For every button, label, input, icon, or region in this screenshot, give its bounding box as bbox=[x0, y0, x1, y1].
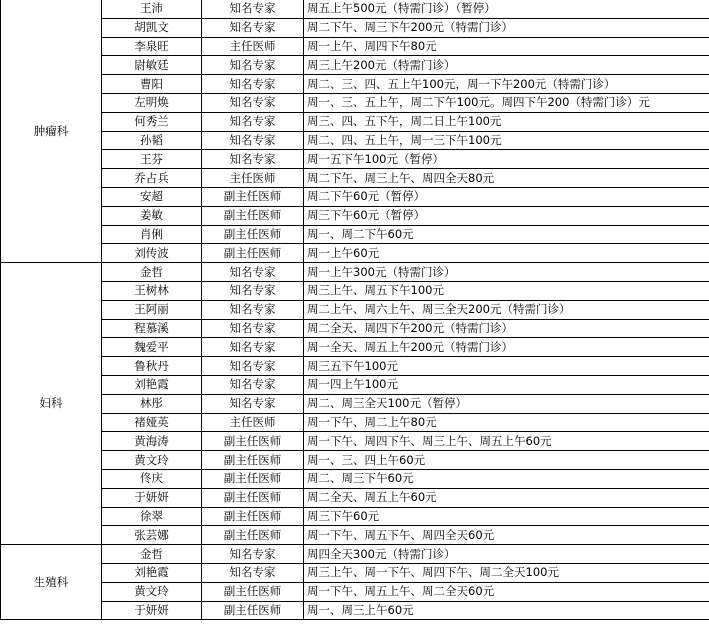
doctor-title-cell: 知名专家 bbox=[202, 131, 304, 150]
doctor-name-cell: 于妍妍 bbox=[102, 601, 202, 620]
doctor-title-cell: 主任医师 bbox=[202, 37, 304, 56]
doctor-title-cell: 副主任医师 bbox=[202, 582, 304, 601]
doctor-name-cell: 徐翠 bbox=[102, 507, 202, 526]
schedule-cell: 周二下午60元（暂停） bbox=[304, 187, 709, 206]
schedule-cell: 周一、周二下午60元 bbox=[304, 225, 709, 244]
doctor-title-cell: 副主任医师 bbox=[202, 225, 304, 244]
doctor-name-cell: 金哲 bbox=[102, 545, 202, 564]
doctor-name-cell: 魏爱平 bbox=[102, 338, 202, 357]
schedule-table-body bbox=[1, 0, 709, 620]
schedule-cell: 周二、三、四、五上午100元，周一下午200元（特需门诊） bbox=[304, 75, 709, 94]
table-row bbox=[1, 187, 709, 206]
schedule-cell: 周三下午60元 bbox=[304, 507, 709, 526]
schedule-cell: 周三上午200元（特需门诊） bbox=[304, 56, 709, 75]
table-row bbox=[1, 394, 709, 413]
doctor-title-cell: 副主任医师 bbox=[202, 432, 304, 451]
doctor-title-cell: 知名专家 bbox=[202, 563, 304, 582]
department-cell: 肿瘤科 bbox=[1, 0, 102, 263]
schedule-cell: 周二上午、周六上午、周三全天200元（特需门诊） bbox=[304, 300, 709, 319]
schedule-cell: 周一下午、周五上午、周二全天60元 bbox=[304, 582, 709, 601]
schedule-cell: 周二、周三下午60元 bbox=[304, 469, 709, 488]
doctor-title-cell: 知名专家 bbox=[202, 0, 304, 18]
table-row bbox=[1, 319, 709, 338]
doctor-name-cell: 王芬 bbox=[102, 150, 202, 169]
doctor-title-cell: 知名专家 bbox=[202, 18, 304, 37]
doctor-title-cell: 知名专家 bbox=[202, 112, 304, 131]
schedule-cell: 周三上午、周一下午、周四下午、周二全天100元 bbox=[304, 563, 709, 582]
table-row bbox=[1, 357, 709, 376]
schedule-cell: 周一五下午100元（暂停） bbox=[304, 150, 709, 169]
table-row bbox=[1, 244, 709, 263]
schedule-cell: 周五上午500元（特需门诊）（暂停） bbox=[304, 0, 709, 18]
doctor-title-cell: 副主任医师 bbox=[202, 187, 304, 206]
schedule-cell: 周一上午、周四下午80元 bbox=[304, 37, 709, 56]
doctor-title-cell: 主任医师 bbox=[202, 413, 304, 432]
table-row bbox=[1, 225, 709, 244]
schedule-cell: 周一上午300元（特需门诊） bbox=[304, 263, 709, 282]
schedule-cell: 周一上午60元 bbox=[304, 244, 709, 263]
table-row bbox=[1, 263, 709, 282]
doctor-name-cell: 胡凯文 bbox=[102, 18, 202, 37]
doctor-title-cell: 知名专家 bbox=[202, 93, 304, 112]
doctor-name-cell: 程慕溪 bbox=[102, 319, 202, 338]
doctor-name-cell: 褚娅英 bbox=[102, 413, 202, 432]
schedule-cell: 周二、周三全天100元（暂停） bbox=[304, 394, 709, 413]
department-cell: 妇科 bbox=[1, 263, 102, 545]
schedule-cell: 周三五下午100元 bbox=[304, 357, 709, 376]
schedule-cell: 周二全天、周五上午60元 bbox=[304, 488, 709, 507]
doctor-name-cell: 佟庆 bbox=[102, 469, 202, 488]
table-row bbox=[1, 432, 709, 451]
table-row bbox=[1, 300, 709, 319]
doctor-name-cell: 左明焕 bbox=[102, 93, 202, 112]
doctor-name-cell: 何秀兰 bbox=[102, 112, 202, 131]
doctor-name-cell: 安超 bbox=[102, 187, 202, 206]
schedule-cell: 周一下午、周四下午、周三上午、周五上午60元 bbox=[304, 432, 709, 451]
table-row bbox=[1, 582, 709, 601]
doctor-title-cell: 知名专家 bbox=[202, 338, 304, 357]
doctor-title-cell: 副主任医师 bbox=[202, 206, 304, 225]
doctor-title-cell: 副主任医师 bbox=[202, 526, 304, 545]
doctor-name-cell: 曹阳 bbox=[102, 75, 202, 94]
doctor-name-cell: 王沛 bbox=[102, 0, 202, 18]
table-row bbox=[1, 112, 709, 131]
table-row bbox=[1, 601, 709, 620]
table-row bbox=[1, 451, 709, 470]
schedule-cell: 周二下午、周三下午200元（特需门诊） bbox=[304, 18, 709, 37]
table-row bbox=[1, 56, 709, 75]
table-row bbox=[1, 488, 709, 507]
table-row bbox=[1, 545, 709, 564]
schedule-cell: 周一全天、周五上午200元（特需门诊） bbox=[304, 338, 709, 357]
doctor-name-cell: 鲁秋丹 bbox=[102, 357, 202, 376]
table-row bbox=[1, 93, 709, 112]
table-row bbox=[1, 526, 709, 545]
table-row bbox=[1, 563, 709, 582]
schedule-cell: 周一下午、周二上午80元 bbox=[304, 413, 709, 432]
schedule-cell: 周三、四、五下午，周二日上午100元 bbox=[304, 112, 709, 131]
doctor-title-cell: 知名专家 bbox=[202, 545, 304, 564]
schedule-cell: 周三下午60元（暂停） bbox=[304, 206, 709, 225]
doctor-name-cell: 张芸娜 bbox=[102, 526, 202, 545]
schedule-cell: 周四全天300元（特需门诊） bbox=[304, 545, 709, 564]
table-row bbox=[1, 131, 709, 150]
doctor-name-cell: 刘传波 bbox=[102, 244, 202, 263]
schedule-cell: 周一、三、五上午，周二下午100元。周四下午200（特需门诊）元 bbox=[304, 93, 709, 112]
table-row bbox=[1, 338, 709, 357]
doctor-title-cell: 主任医师 bbox=[202, 169, 304, 188]
table-row bbox=[1, 150, 709, 169]
doctor-name-cell: 黄文玲 bbox=[102, 582, 202, 601]
table-row bbox=[1, 206, 709, 225]
doctor-name-cell: 黄海涛 bbox=[102, 432, 202, 451]
doctor-name-cell: 王阿丽 bbox=[102, 300, 202, 319]
doctor-title-cell: 知名专家 bbox=[202, 300, 304, 319]
table-row bbox=[1, 37, 709, 56]
doctor-name-cell: 肖俐 bbox=[102, 225, 202, 244]
doctor-title-cell: 副主任医师 bbox=[202, 488, 304, 507]
table-row bbox=[1, 469, 709, 488]
doctor-title-cell: 知名专家 bbox=[202, 75, 304, 94]
doctor-name-cell: 林彤 bbox=[102, 394, 202, 413]
table-row bbox=[1, 507, 709, 526]
doctor-name-cell: 李泉旺 bbox=[102, 37, 202, 56]
schedule-cell: 周一、周三上午60元 bbox=[304, 601, 709, 620]
doctor-name-cell: 孙韬 bbox=[102, 131, 202, 150]
doctor-name-cell: 刘艳霞 bbox=[102, 563, 202, 582]
doctor-name-cell: 金哲 bbox=[102, 263, 202, 282]
schedule-cell: 周三上午、周五下午100元 bbox=[304, 281, 709, 300]
department-cell: 生殖科 bbox=[1, 545, 102, 620]
schedule-cell: 周一四上午100元 bbox=[304, 375, 709, 394]
doctor-title-cell: 副主任医师 bbox=[202, 451, 304, 470]
doctor-title-cell: 知名专家 bbox=[202, 375, 304, 394]
doctor-title-cell: 知名专家 bbox=[202, 263, 304, 282]
doctor-name-cell: 于妍妍 bbox=[102, 488, 202, 507]
doctor-title-cell: 副主任医师 bbox=[202, 507, 304, 526]
table-row bbox=[1, 375, 709, 394]
doctor-name-cell: 乔占兵 bbox=[102, 169, 202, 188]
doctor-name-cell: 姜敏 bbox=[102, 206, 202, 225]
table-row bbox=[1, 281, 709, 300]
schedule-cell: 周二、四、五上午，周一三下午100元 bbox=[304, 131, 709, 150]
doctor-title-cell: 知名专家 bbox=[202, 56, 304, 75]
doctor-name-cell: 黄文玲 bbox=[102, 451, 202, 470]
table-row bbox=[1, 413, 709, 432]
doctor-name-cell: 刘艳霞 bbox=[102, 375, 202, 394]
doctor-title-cell: 副主任医师 bbox=[202, 244, 304, 263]
table-row bbox=[1, 75, 709, 94]
schedule-cell: 周一下午、周五下午、周四全天60元 bbox=[304, 526, 709, 545]
doctor-title-cell: 知名专家 bbox=[202, 394, 304, 413]
doctor-name-cell: 尉敏廷 bbox=[102, 56, 202, 75]
doctor-title-cell: 副主任医师 bbox=[202, 601, 304, 620]
doctor-title-cell: 知名专家 bbox=[202, 281, 304, 300]
schedule-cell: 周二下午、周三上午、周四全天80元 bbox=[304, 169, 709, 188]
schedule-cell: 周一、三、四上午60元 bbox=[304, 451, 709, 470]
table-row bbox=[1, 0, 709, 18]
doctor-title-cell: 知名专家 bbox=[202, 357, 304, 376]
doctor-name-cell: 王树林 bbox=[102, 281, 202, 300]
doctor-title-cell: 副主任医师 bbox=[202, 469, 304, 488]
doctor-title-cell: 知名专家 bbox=[202, 150, 304, 169]
schedule-cell: 周二全天、周四下午200元（特需门诊） bbox=[304, 319, 709, 338]
doctor-title-cell: 知名专家 bbox=[202, 319, 304, 338]
table-row bbox=[1, 169, 709, 188]
table-row bbox=[1, 18, 709, 37]
